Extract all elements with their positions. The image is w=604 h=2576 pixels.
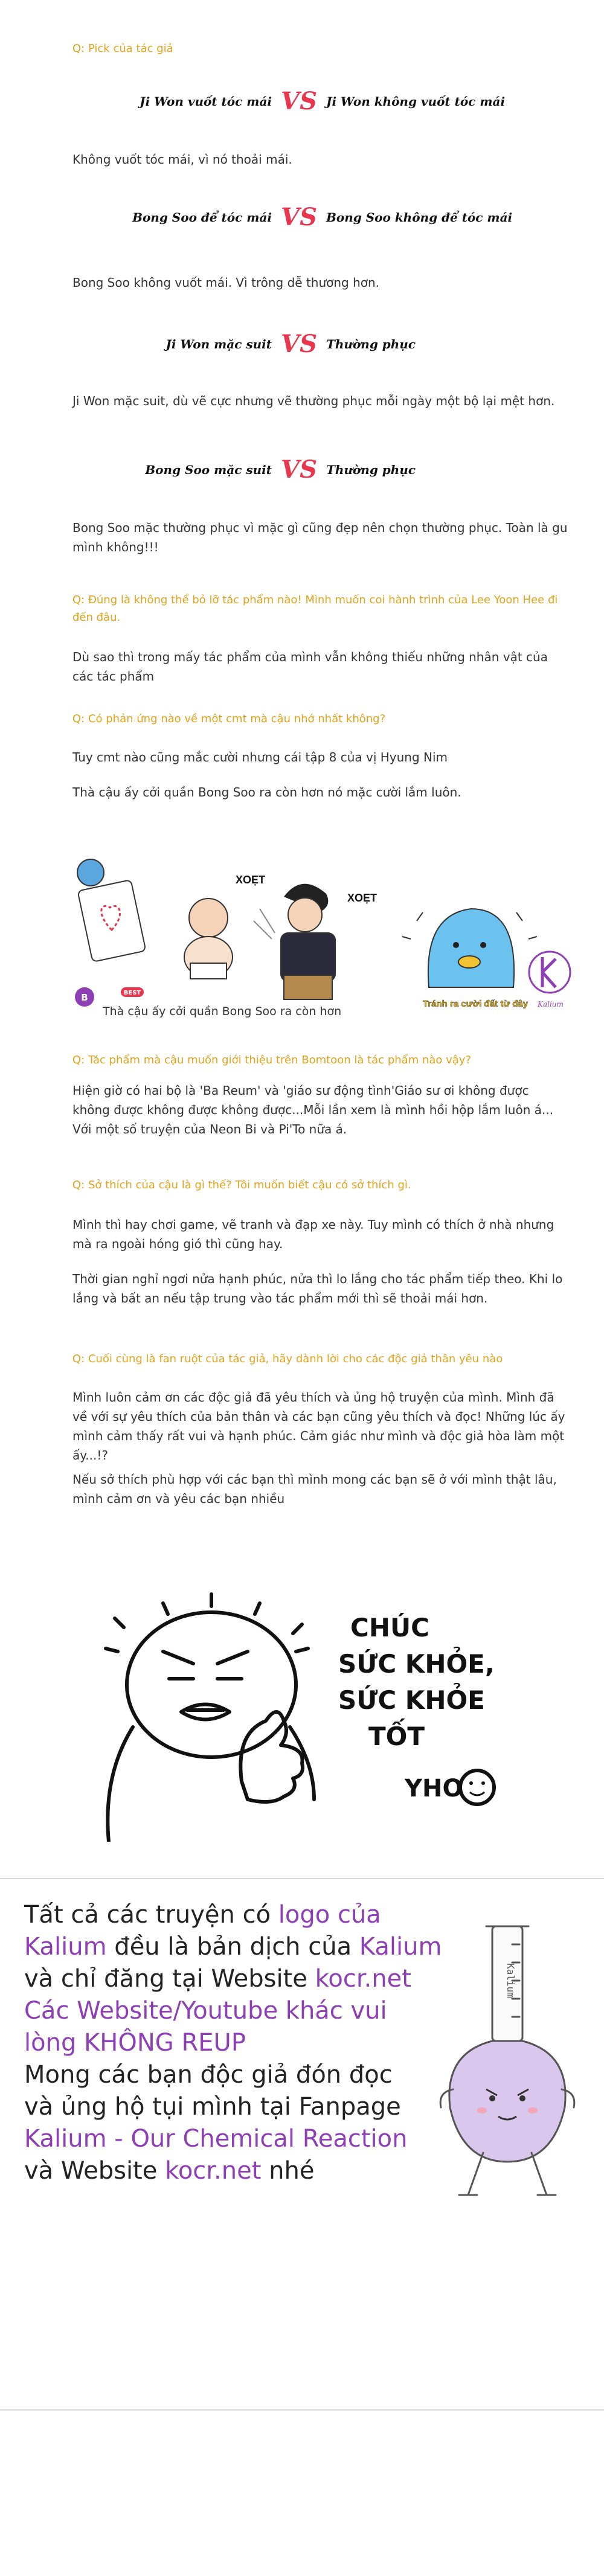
- answer-6b: Nếu sở thích phù hợp với các bạn thì mình mong các bạn sẽ ở với mình thật lâu, mình cảm ơn và yêu các bạn nhiều: [72, 1472, 557, 1506]
- question-2: Q: Đúng là không thể bỏ lỡ tác phẩm nào! Mình muốn coi hành trình của Lee Yoon Hee đi đến đâu.: [72, 594, 558, 624]
- doodle-yho: YHO: [405, 1775, 463, 1802]
- flask-mascot-art: [435, 1914, 580, 2204]
- promo-line-7: và ủng hộ tụi mình tại Fanpage: [24, 2093, 401, 2121]
- question-4: Q: Tác phẩm mà cậu muốn giới thiệu trên Bomtoon là tác phẩm nào vậy?: [72, 1054, 472, 1066]
- answer-1c: Ji Won mặc suit, dù vẽ cực nhưng vẽ thường phục mỗi ngày một bộ lại mệt hơn.: [72, 394, 555, 408]
- vs-left: Bong Soo mặc suit: [145, 463, 272, 477]
- sfx-2: XOẸT: [347, 892, 378, 904]
- question-1: Q: Pick của tác giả: [72, 42, 173, 55]
- answer-3a: Tuy cmt nào cũng mắc cười nhưng cái tập 8 của vị Hyung Nim: [72, 750, 448, 764]
- promo-line-4: Các Website/Youtube khác vui: [24, 1997, 387, 2025]
- blue-blob-character: [402, 909, 537, 987]
- baby-figure: [184, 899, 233, 979]
- kalium-logo: [529, 952, 570, 993]
- best-badge-label: BEST: [123, 990, 141, 996]
- vs-right: Ji Won không vuốt tóc mái: [326, 94, 506, 109]
- vs-row-1: [0, 83, 604, 120]
- doodle-line-1: CHÚC: [350, 1613, 429, 1642]
- flask-mascot: [435, 1914, 580, 2204]
- answer-4: Hiện giờ có hai bộ là 'Ba Reum' và 'giáo sư động tình'Giáo sư ơi không được không được không được không được...Mỗi lần xem là mình hồi hộp lắm luôn á... Với một số truyện của Neon Bi và Pi'To nữa á.: [72, 1083, 554, 1136]
- vs-row-3: [0, 326, 604, 362]
- answer-5b: Thời gian nghỉ ngơi nửa hạnh phúc, nửa thì lo lắng cho tác phẩm tiếp theo. Khi lo lắng và bất an nếu tập trung vào tác phẩm mới thì sẽ thoải mái hơn.: [72, 1272, 563, 1306]
- answer-6a: Mình luôn cảm ơn các độc giả đã yêu thích và ủng hộ truyện của mình. Mình đã về với sự yêu thích của bản thân và các bạn cũng yêu thích và đọc! Những lúc ấy mình cảm thấy rất vui và hạnh phúc. Cảm giác như mình và độc giả hòa làm một ấy...!?: [72, 1390, 565, 1463]
- vs-mark: VS: [281, 87, 317, 115]
- answer-3b: Thà cậu ấy cởi quần Bong Soo ra còn hơn nó mặc cười lắm luôn.: [72, 785, 461, 799]
- question-3: Q: Có phản ứng nào về một cmt mà cậu nhớ nhất không?: [72, 713, 386, 725]
- fanpage-link[interactable]: Kalium - Our Chemical Reaction: [24, 2125, 408, 2153]
- promo-line-2: Kalium đều là bản dịch của Kalium: [24, 1933, 442, 1961]
- vs-right: Thường phục: [326, 337, 416, 351]
- vs-right: Bong Soo không để tóc mái: [326, 210, 513, 225]
- vs-row-2: [0, 199, 604, 235]
- answer-1d: Bong Soo mặc thường phục vì mặc gì cũng đẹp nên chọn thường phục. Toàn là gu mình không!!!: [72, 521, 568, 554]
- answer-1b: Bong Soo không vuốt mái. Vì trông dễ thương hơn.: [72, 275, 380, 290]
- sticker-caption: Tránh ra cười đất từ đây: [423, 999, 528, 1009]
- comment-illustration: [72, 848, 580, 1030]
- answer-5a: Mình thì hay chơi game, vẽ tranh và đạp xe này. Tuy mình có thích ở nhà nhưng mà ra ngoài hóng gió thì cũng hay.: [72, 1217, 554, 1251]
- comment-text: Thà cậu ấy cởi quần Bong Soo ra còn hơn: [103, 1005, 342, 1018]
- answer-1a: Không vuốt tóc mái, vì nó thoải mái.: [72, 152, 292, 167]
- heart-card-sticker: [77, 859, 146, 962]
- question-5: Q: Sở thích của cậu là gì thế? Tôi muốn biết cậu có sở thích gì.: [72, 1179, 411, 1191]
- flask-label: Kalium: [505, 1963, 516, 1998]
- promo-line-5: lòng KHÔNG REUP: [24, 2029, 246, 2057]
- promo-line-3: và chỉ đăng tại Website kocr.net: [24, 1965, 411, 1993]
- promo-divider-bottom: [0, 2409, 604, 2411]
- doodle-line-3: SỨC KHỎE: [338, 1685, 485, 1715]
- vs-mark: VS: [281, 330, 317, 358]
- website-link-2[interactable]: kocr.net: [165, 2157, 262, 2185]
- vs-mark: VS: [281, 203, 317, 231]
- doodle-line-2: SỨC KHỎE,: [338, 1649, 495, 1679]
- answer-2: Dù sao thì trong mấy tác phẩm của mình vẫn không thiếu những nhân vật của các tác phẩm: [72, 650, 548, 684]
- vs-left: Bong Soo để tóc mái: [132, 210, 272, 225]
- promo-line-1: Tất cả các truyện có logo của: [24, 1901, 381, 1929]
- promo-line-6: Mong các bạn độc giả đón đọc: [24, 2061, 393, 2089]
- vs-left: Ji Won vuốt tóc mái: [140, 94, 272, 109]
- comment-avatar-letter: B: [81, 992, 88, 1003]
- question-6: Q: Cuối cùng là fan ruột của tác giả, hãy dành lời cho các độc giả thân yêu nào: [72, 1353, 503, 1365]
- man-figure: [254, 884, 335, 999]
- kalium-logo-text: Kalium: [538, 1000, 564, 1008]
- promo-divider-top: [0, 1878, 604, 1879]
- doodle-line-4: TỐT: [368, 1722, 425, 1751]
- doodle-illustration: [91, 1582, 525, 1842]
- vs-mark: VS: [281, 455, 317, 484]
- promo-line-9: và Website kocr.net nhé: [24, 2157, 315, 2185]
- vs-left: Ji Won mặc suit: [165, 337, 272, 351]
- website-link[interactable]: kocr.net: [315, 1965, 411, 1993]
- vs-right: Thường phục: [326, 463, 416, 477]
- doodle-art: [91, 1582, 525, 1842]
- vs-row-4: [0, 452, 604, 488]
- sticker-art: [72, 848, 580, 1030]
- promo-text: [24, 1899, 459, 2187]
- sfx-1: XOẸT: [236, 874, 266, 886]
